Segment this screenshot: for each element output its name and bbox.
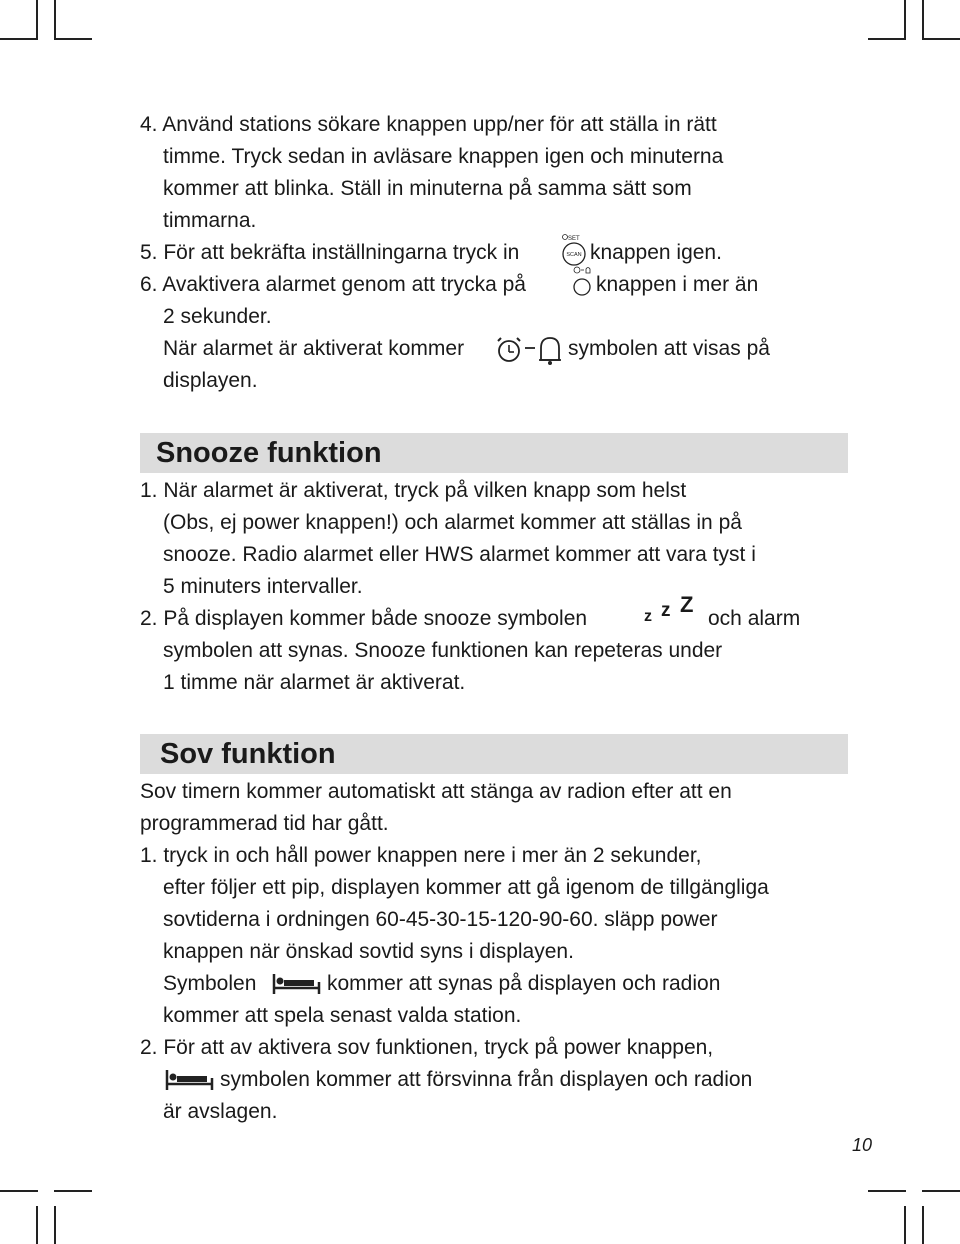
alarm-clock-bell-icon [494, 334, 568, 366]
scan-label: SCAN [566, 252, 582, 258]
snooze-line: 2. På displayen kommer både snooze symbolen [140, 607, 588, 630]
snooze-zz-icon [644, 592, 700, 628]
snooze-line: och alarm [708, 607, 801, 630]
alarm-step-line: 4. Använd stations sökare knappen upp/ner för att ställa in rätt [140, 113, 717, 136]
sleep-line: kommer att spela senast valda station. [163, 1004, 522, 1027]
crop-mark [36, 1206, 38, 1244]
page-number: 10 [852, 1135, 873, 1155]
crop-mark [0, 1190, 38, 1192]
crop-mark [0, 38, 38, 40]
snooze-line: 1 timme när alarmet är aktiverat. [163, 671, 466, 694]
snooze-letter: Z [680, 592, 694, 617]
sleep-line: är avslagen. [163, 1100, 278, 1123]
alarm-step-line: 6. Avaktivera alarmet genom att trycka på [140, 273, 526, 296]
crop-mark [54, 38, 92, 40]
crop-mark [36, 0, 38, 38]
sleep-line: knappen när önskad sovtid syns i displayen. [163, 940, 574, 963]
set-label: SET [568, 236, 580, 242]
sleep-section-title: Sov funktion [160, 738, 336, 770]
snooze-section-title: Snooze funktion [156, 437, 382, 469]
snooze-line: 5 minuters intervaller. [163, 575, 363, 598]
sleep-line: Sov timern kommer automatiskt att stänga av radion efter att en [140, 780, 732, 803]
alarm-step-line: timme. Tryck sedan in avläsare knappen igen och minuterna [163, 145, 724, 168]
sleep-bed-icon [165, 1068, 215, 1092]
alarm-button-icon [568, 264, 596, 300]
snooze-line: symbolen att synas. Snooze funktionen kan repeteras under [163, 639, 723, 662]
sleep-line: Symbolen [163, 972, 257, 995]
alarm-step-line: När alarmet är aktiverat kommer [163, 337, 465, 360]
snooze-line: snooze. Radio alarmet eller HWS alarmet kommer att vara tyst i [163, 543, 756, 566]
sleep-line: symbolen kommer att försvinna från displayen och radion [220, 1068, 753, 1091]
alarm-step-line: kommer att blinka. Ställ in minuterna på samma sätt som [163, 177, 692, 200]
crop-mark [54, 1206, 56, 1244]
crop-mark [868, 38, 906, 40]
crop-mark [904, 0, 906, 38]
sleep-line: sovtiderna i ordningen 60-45-30-15-120-90-60. släpp power [163, 908, 718, 931]
sleep-line: programmerad tid har gått. [140, 812, 389, 835]
alarm-step-line: 5. För att bekräfta inställningarna tryck in [140, 241, 520, 264]
snooze-line: (Obs, ej power knappen!) och alarmet kommer att ställas in på [163, 511, 742, 534]
crop-mark [922, 1206, 924, 1244]
alarm-step-line: knappen igen. [590, 241, 722, 264]
sleep-line: kommer att synas på displayen och radion [327, 972, 721, 995]
crop-mark [904, 1206, 906, 1244]
crop-mark [54, 1190, 92, 1192]
crop-mark [922, 0, 924, 38]
alarm-step-line: knappen i mer än [596, 273, 759, 296]
crop-mark [922, 38, 960, 40]
sleep-line: efter följer ett pip, displayen kommer att gå igenom de tillgängliga [163, 876, 769, 899]
crop-mark [922, 1190, 960, 1192]
crop-mark [54, 0, 56, 38]
scan-button-icon [560, 232, 588, 268]
alarm-step-line: 2 sekunder. [163, 305, 272, 328]
alarm-step-line: displayen. [163, 369, 258, 392]
snooze-line: 1. När alarmet är aktiverat, tryck på vilken knapp som helst [140, 479, 687, 502]
alarm-step-line: symbolen att visas på [568, 337, 770, 360]
sleep-bed-icon [272, 972, 322, 996]
alarm-step-line: timmarna. [163, 209, 257, 232]
crop-mark [868, 1190, 906, 1192]
sleep-line: 1. tryck in och håll power knappen nere i mer än 2 sekunder, [140, 844, 702, 867]
snooze-letter: z [661, 600, 671, 621]
snooze-letter: z [644, 608, 652, 625]
sleep-line: 2. För att av aktivera sov funktionen, tryck på power knappen, [140, 1036, 714, 1059]
